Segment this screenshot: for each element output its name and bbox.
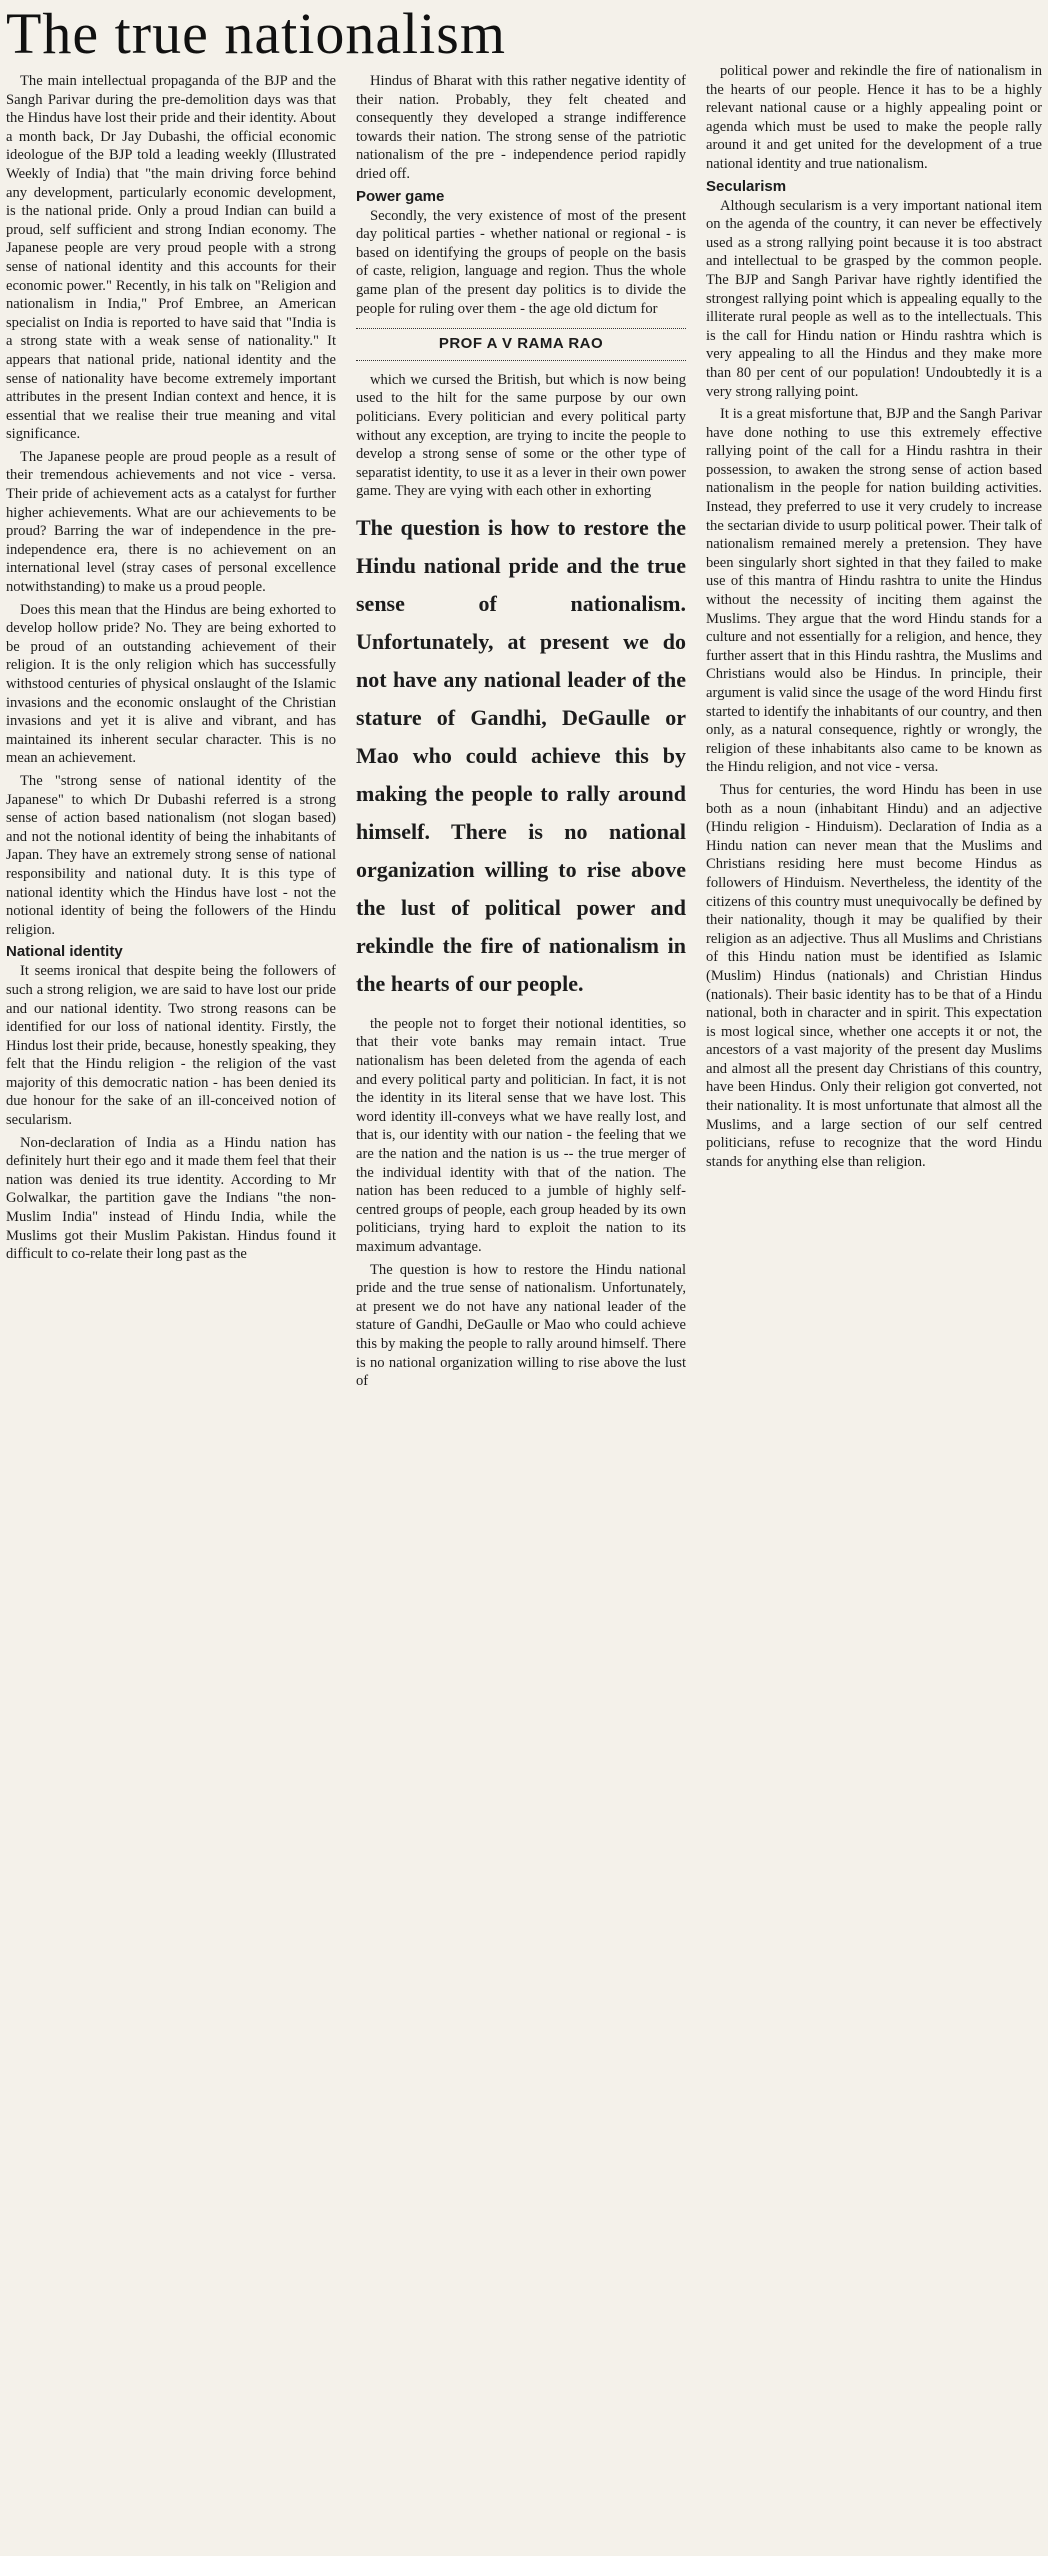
byline: PROF A V RAMA RAO [356, 328, 686, 361]
paragraph: Secondly, the very existence of most of the present day political parties - whether national or regional - is based on identifying the groups of people on the basis of caste, religion, language and region. Thus the whole game plan of the present day politics is to divide the people for ruling over them - the age old dictum for [356, 207, 686, 317]
pull-quote: The question is how to restore the Hindu national pride and the true sense of nationalism. Unfortunately, at present we do not have any national leader of the stature of Gandhi, DeGaulle or Mao who could achieve this by making the people to rally around himself. There is no national organization willing to rise above the lust of political power and rekindle the fire of nationalism in the hearts of our people. [356, 514, 686, 996]
headline: The true nationalism [6, 1, 506, 66]
paragraph: It is a great misfortune that, BJP and the Sangh Parivar have done nothing to use this extremely effective rallying point of the call for a Hindu rashtra in their possession, to awaken the strong sense of action based nationalism in the people for nation building activities. Instead, they preferred to use it very crudely to increase the sectarian divide to usurp political power. Their talk of nationalism remained merely a pretension. They have been singularly short sighted in that they failed to make use of this mantra of Hindu rashtra to unite the Hindus without the necessity of inciting them against the Muslims. They argue that the word Hindu stands for a culture and not essentially for a religion, and hence, they further assert that in this Hindu rashtra, the Muslims and Christians would also be Hindus. In principle, their argument is valid since the usage of the word Hindu first started to identify the inhabitants of our country, and then only, as a natural consequence, rightly or wrongly, the religion of these inhabitants also came to be known as the Hindu religion, and not vice - versa. [706, 406, 1042, 776]
subheading-national-identity: National identity [6, 943, 123, 961]
article-column-1 [6, 72, 336, 2552]
paragraph: Non-declaration of India as a Hindu nation has definitely hurt their ego and it made them feel that their nation was denied its true identity. According to Mr Golwalkar, the partition gave the Indians "the non-Muslim India" instead of Hindu India, while the Muslims got their Muslim Pakistan. Hindus found it difficult to co-relate their long past as the [6, 1134, 336, 1263]
paragraph: It seems ironical that despite being the followers of such a strong religion, we are said to have lost our pride and our national identity. Two strong reasons can be identified for our loss of national identity. Firstly, the Hindus lost their pride, because, honestly speaking, they felt that the Hindu religion - the religion of the vast majority of this democratic nation - has been denied its due honour for the sake of an ill-conceived notion of secularism. [6, 963, 336, 1129]
paragraph: The question is how to restore the Hindu national pride and the true sense of nationalism. Unfortunately, at present we do not have any national leader of the stature of Gandhi, DeGaulle or Mao who could achieve this by making the people to rally around himself. There is no national organization willing to rise above the lust of [356, 1261, 686, 1390]
paragraph: Thus for centuries, the word Hindu has been in use both as a noun (inhabitant Hindu) and an adjective (Hindu religion - Hinduism). Declaration of India as a Hindu nation can never mean that the Muslims and Christians residing here must become Hindus as followers of Hinduism. Nevertheless, the identity of the citizens of this country must unequivocally be defined by their nationality, though it may be qualified by their religion as an adjective. Thus all Muslims and Christians of this Hindu nation must be identified as Islamic (Muslim) Hindus (nationals) and Christian Hindus (nationals). Their basic identity has to be that of a Hindu national, both in character and in spirit. This expectation is most logical since, whether one accepts it or not, the ancestors of a vast majority of the present day Muslims and almost all the present day Christians of this country, have been Hindus. Only their religion got converted, not their nationality. It is most unfortunate that almost all the Muslims, and a large section of our self centred politicians, refuse to recognize that the word Hindu stands for anything else than religion. [706, 781, 1042, 1170]
article-column-2 [356, 72, 686, 2552]
paragraph: Does this mean that the Hindus are being exhorted to develop hollow pride? No. They are being exhorted to be proud of an outstanding achievement of their religion. It is the only religion which has successfully withstood centuries of physical onslaught of the Islamic invasions and the economic onslaught of the Christian invasions and yet it is alive and vibrant, and has maintained its inherent secular character. This is no mean an achievement. [6, 601, 336, 767]
paragraph: which we cursed the British, but which is now being used to the hilt for the same purpose by our own politicians. Every politician and every political party without any exception, are trying to incite the people to develop a strong sense of some or the other type of separatist identity, to use it as a lever in their own power game. They are vying with each other in exhorting [356, 371, 686, 500]
paragraph: The main intellectual propaganda of the BJP and the Sangh Parivar during the pre-demolition days was that the Hindus have lost their pride and their identity. About a month back, Dr Jay Dubashi, the official economic ideologue of the BJP told a leading weekly (Illustrated Weekly of India) that "the main driving force behind any development, particularly economic development, is the national pride. Only a proud Indian can build a proud, self sufficient and strong Indian economy. The Japanese people are very proud people with a strong sense of national identity and this accounts for their economic power." Recently, in his talk on "Religion and nationalism in India," Prof Embree, an American specialist on India is reported to have said that "India is a strong state with a weak sense of nationality." It appears that national pride, national identity and the sense of nationality have become extremely important attributes in the present Indian context and hence, it is essential that we realise their true meaning and vital significance. [6, 73, 336, 443]
paragraph: The "strong sense of national identity of the Japanese" to which Dr Dubashi referred is a strong sense of action based nationalism (not slogan based) and not the notional identity of being the inhabitants of Japan. They have an extremely strong sense of national responsibility and national duty. It is this type of national identity which the Hindus have lost - not the notional identity of being the followers of the Hindu religion. [6, 772, 336, 938]
article-column-3 [706, 62, 1042, 2542]
subheading-power-game: Power game [356, 187, 445, 205]
paragraph: Hindus of Bharat with this rather negative identity of their nation. Probably, they felt cheated and consequently they developed a strange indifference towards their nation. The strong sense of the patriotic nationalism of the pre - independence period rapidly dried off. [356, 73, 686, 182]
paragraph: the people not to forget their notional identities, so that their vote banks may remain intact. True nationalism has been deleted from the agenda of each and every political party and politician. In fact, it is not the identity in its literal sense that we have lost. This word identity ill-conveys what we have really lost, and that is, our identity with our nation - the feeling that we are the nation and the nation is us -- the true merger of the individual identity with that of the nation. The nation has been reduced to a jumble of highly self-centred groups of people, each group headed by its own politicians, trying hard to exploit the nation to its maximum advantage. [356, 1015, 686, 1255]
subheading-secularism: Secularism [706, 177, 787, 195]
paragraph: The Japanese people are proud people as a result of their tremendous achievements and not vice - versa. Their pride of achievement acts as a catalyst for further higher achievements. What are our achievements to be proud? Barring the war of independence in the pre-independence era, there is no achievement on an international level (stray cases of personal excellence notwithstanding) to make us a proud people. [6, 448, 336, 596]
paragraph: political power and rekindle the fire of nationalism in the hearts of our people. Hence it has to be a highly relevant national cause or a highly appealing point or agenda which must be used to make the people rally around it and get united for the development of a true national identity and true nationalism. [706, 63, 1042, 172]
paragraph: Although secularism is a very important national item on the agenda of the country, it can never be effectively used as a strong rallying point because it is too abstract and intellectual to be grasped by the common people. The BJP and Sangh Parivar have rightly identified the strongest rallying point which is appealing equally to the illiterate rural people as well as to the intellectuals. This is the call for Hindu nation or Hindu rashtra which is very appealing to all the Hindus and they make more than 80 per cent of our population! Undoubtedly it is a very strong rallying point. [706, 197, 1042, 400]
